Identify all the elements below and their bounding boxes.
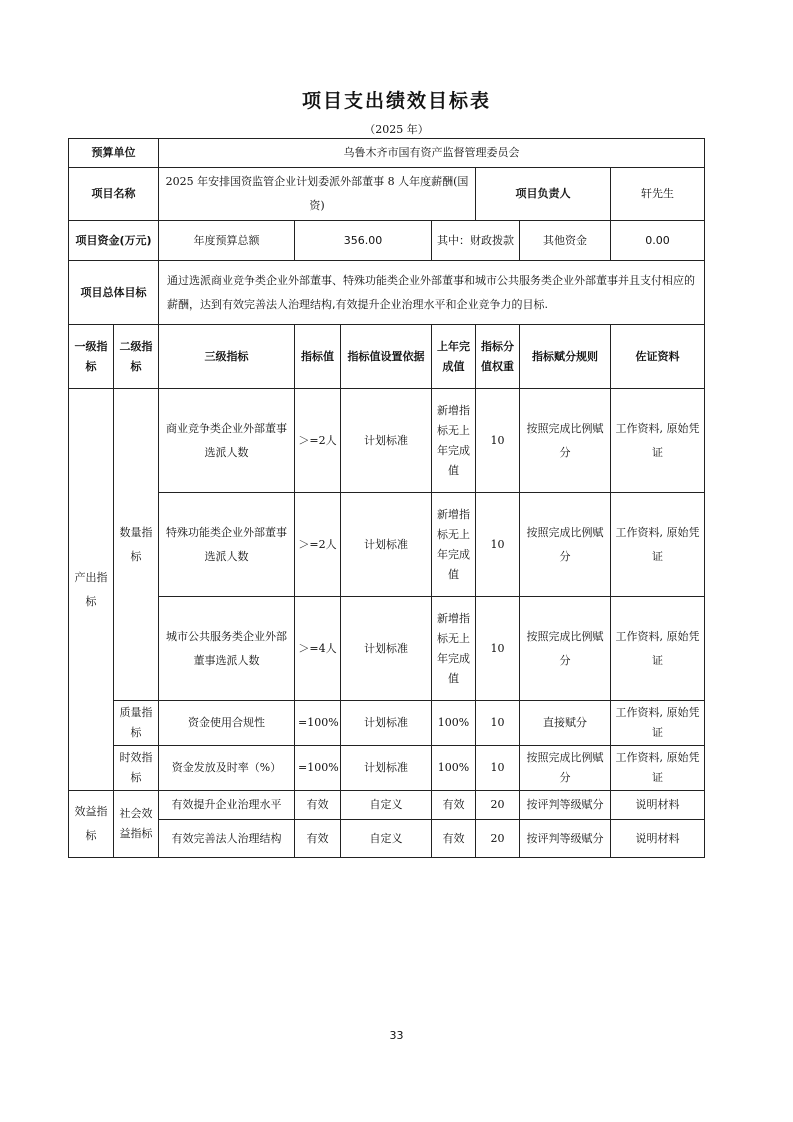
budget-unit-row [69,139,705,168]
budget-unit-value: 乌鲁木齐市国有资产监督管理委员会 [159,139,705,168]
indicator-basis: 自定义 [341,820,432,858]
indicator-basis: 计划标准 [341,389,432,493]
project-name-label: 项目名称 [69,168,159,221]
indicator-value: =100% [295,746,341,791]
table-row [69,701,705,746]
goal-value: 通过选派商业竞争类企业外部董事、特殊功能类企业外部董事和城市公共服务类企业外部董事并且支付相应的薪酬，达到有效完善法人治理结构,有效提升企业治理水平和企业竞争力的目标. [159,261,705,325]
indicator-weight: 20 [476,791,520,820]
header-row [69,325,705,389]
year-label: （2025 年） [364,123,429,136]
indicator-last-year: 有效 [432,820,476,858]
funds-row [69,221,705,261]
performance-table [68,138,705,858]
header-level3: 三级指标 [159,325,295,389]
indicator-scoring: 按照完成比例赋分 [520,389,611,493]
header-evidence: 佐证资料 [611,325,705,389]
indicator-last-year: 新增指标无上年完成值 [432,597,476,701]
header-level2: 二级指标 [114,325,159,389]
other-funds-value: 0.00 [611,221,705,261]
indicator-value: ＞=2人 [295,389,341,493]
indicator-last-year: 100% [432,701,476,746]
indicator-basis: 自定义 [341,791,432,820]
header-level1: 一级指标 [69,325,114,389]
project-name-value: 2025 年安排国资监管企业计划委派外部董事 8 人年度薪酬(国资) [159,168,476,221]
project-leader-value: 轩先生 [611,168,705,221]
indicator-scoring: 按评判等级赋分 [520,820,611,858]
indicator-weight: 20 [476,820,520,858]
goal-row [69,261,705,325]
indicator-evidence: 工作资料, 原始凭证 [611,597,705,701]
indicator-last-year: 新增指标无上年完成值 [432,389,476,493]
header-value: 指标值 [295,325,341,389]
header-scoring: 指标赋分规则 [520,325,611,389]
table-row [69,746,705,791]
indicator-last-year: 有效 [432,791,476,820]
indicator-name: 有效提升企业治理水平 [159,791,295,820]
indicator-value: 有效 [295,791,341,820]
indicator-last-year: 100% [432,746,476,791]
indicator-value: ＞=4人 [295,597,341,701]
indicator-scoring: 按照完成比例赋分 [520,597,611,701]
page-title: 项目支出绩效目标表 [301,90,491,112]
indicator-weight: 10 [476,597,520,701]
indicator-basis: 计划标准 [341,493,432,597]
group-output: 产出指标 [69,389,114,791]
indicator-scoring: 按评判等级赋分 [520,791,611,820]
indicator-value: =100% [295,701,341,746]
group-benefit: 效益指标 [69,791,114,858]
group-social-benefit: 社会效益指标 [114,791,159,858]
annual-budget-value: 356.00 [295,221,432,261]
indicator-basis: 计划标准 [341,746,432,791]
indicator-weight: 10 [476,389,520,493]
table-row [69,791,705,820]
project-name-row [69,168,705,221]
group-quantity: 数量指标 [114,389,159,701]
other-funds-label: 其他资金 [520,221,611,261]
header-weight: 指标分值权重 [476,325,520,389]
indicator-evidence: 说明材料 [611,791,705,820]
indicator-name: 商业竞争类企业外部董事选派人数 [159,389,295,493]
indicator-evidence: 工作资料, 原始凭证 [611,493,705,597]
table-row [69,820,705,858]
indicator-evidence: 工作资料, 原始凭证 [611,701,705,746]
indicator-weight: 10 [476,701,520,746]
indicator-name: 特殊功能类企业外部董事选派人数 [159,493,295,597]
indicator-scoring: 直接赋分 [520,701,611,746]
indicator-name: 城市公共服务类企业外部董事选派人数 [159,597,295,701]
indicator-name: 有效完善法人治理结构 [159,820,295,858]
indicator-value: 有效 [295,820,341,858]
annual-budget-label: 年度预算总额 [159,221,295,261]
funds-label: 项目资金(万元) [69,221,159,261]
table-row [69,493,705,597]
table-row [69,389,705,493]
goal-label: 项目总体目标 [69,261,159,325]
indicator-evidence: 工作资料, 原始凭证 [611,746,705,791]
indicator-value: ＞=2人 [295,493,341,597]
indicator-weight: 10 [476,493,520,597]
indicator-last-year: 新增指标无上年完成值 [432,493,476,597]
indicator-basis: 计划标准 [341,701,432,746]
header-basis: 指标值设置依据 [341,325,432,389]
fiscal-label: 其中：财政拨款 [432,221,520,261]
group-quality: 质量指标 [114,701,159,746]
group-timeliness: 时效指标 [114,746,159,791]
indicator-scoring: 按照完成比例赋分 [520,746,611,791]
indicator-scoring: 按照完成比例赋分 [520,493,611,597]
indicator-evidence: 工作资料, 原始凭证 [611,389,705,493]
page-number: 33 [389,1029,404,1042]
indicator-weight: 10 [476,746,520,791]
indicator-evidence: 说明材料 [611,820,705,858]
budget-unit-label: 预算单位 [69,139,159,168]
indicator-name: 资金发放及时率（%） [159,746,295,791]
project-leader-label: 项目负责人 [476,168,611,221]
indicator-name: 资金使用合规性 [159,701,295,746]
header-last-year: 上年完成值 [432,325,476,389]
table-row [69,597,705,701]
indicator-basis: 计划标准 [341,597,432,701]
